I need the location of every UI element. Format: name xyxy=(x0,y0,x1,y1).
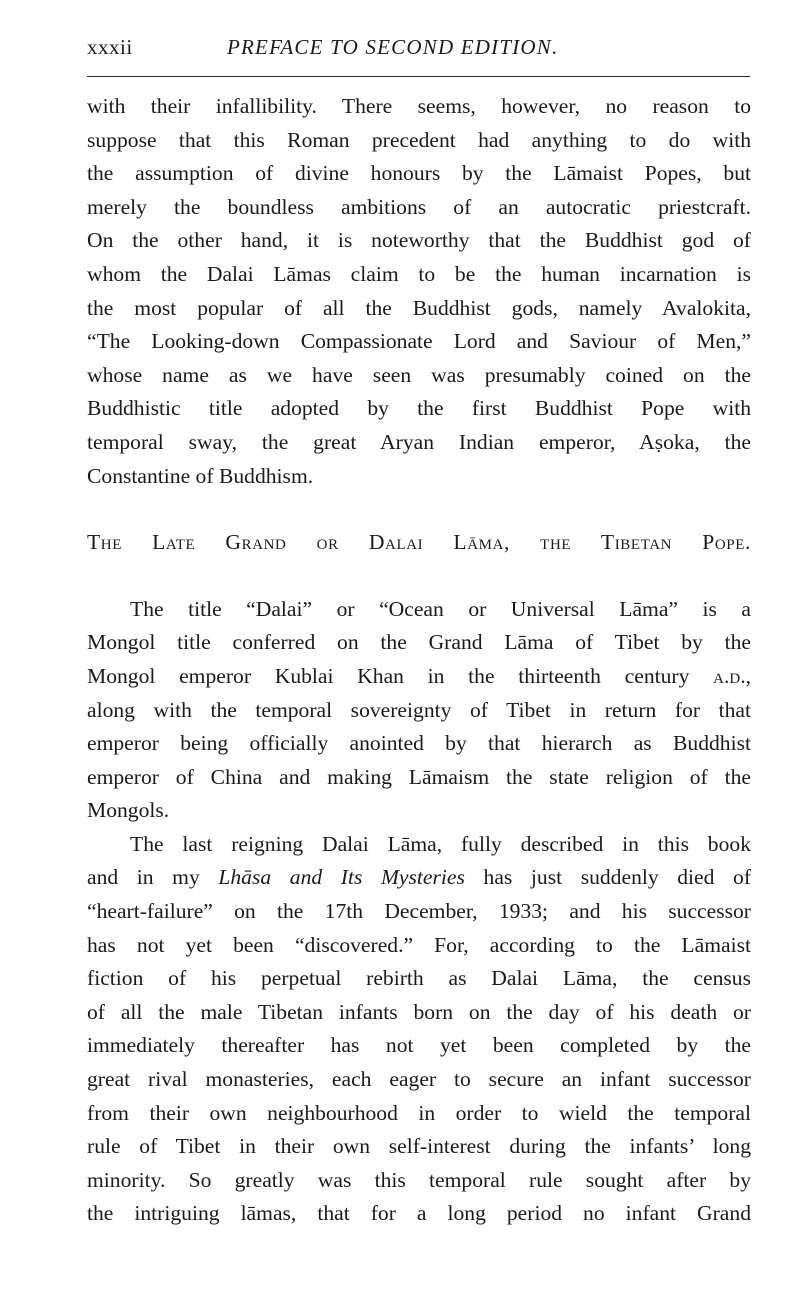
text-line: immediately thereafter has not yet been completed by the xyxy=(87,1033,751,1058)
text-line: fiction of his perpetual rebirth as Dalai Lāma, the census xyxy=(87,966,751,991)
book-title: Lhāsa and Its Mysteries xyxy=(218,865,465,890)
text-fragment: has just suddenly died of xyxy=(483,865,752,890)
text-line: temporal sway, the great Aryan Indian emperor, Aṣoka, the xyxy=(87,429,751,454)
text-line xyxy=(87,861,751,895)
text-fragment: and in my xyxy=(87,865,200,890)
text-line: The last reigning Dalai Lāma, fully described in this book xyxy=(130,831,751,856)
running-title: PREFACE TO SECOND EDITION. xyxy=(227,35,559,59)
era-abbreviation: a.d., xyxy=(713,663,751,688)
text-line: emperor being officially anointed by that hierarch as Buddhist xyxy=(87,731,751,756)
text-line: along with the temporal sovereignty of Tibet in return for that xyxy=(87,697,751,722)
text-line: Buddhistic title adopted by the first Buddhist Pope with xyxy=(87,396,751,421)
paragraph-3 xyxy=(87,828,751,1231)
text-line: Mongols. xyxy=(87,798,170,823)
text-line: of all the male Tibetan infants born on the day of his death or xyxy=(87,999,751,1024)
text-line: the intriguing lāmas, that for a long period no infant Grand xyxy=(87,1201,751,1226)
text-line: suppose that this Roman precedent had anything to do with xyxy=(87,127,751,152)
text-line: the assumption of divine honours by the Lāmaist Popes, but xyxy=(87,161,751,186)
text-line: “The Looking-down Compassionate Lord and Saviour of Men,” xyxy=(87,329,751,354)
text-line: from their own neighbourhood in order to wield the temporal xyxy=(87,1100,751,1125)
running-head xyxy=(87,34,751,60)
text-line: merely the boundless ambitions of an autocratic priestcraft. xyxy=(87,194,751,219)
text-line: Constantine of Buddhism. xyxy=(87,463,314,488)
text-line: rule of Tibet in their own self-interest during the infants’ long xyxy=(87,1134,751,1159)
text-line: Mongol title conferred on the Grand Lāma of Tibet by the xyxy=(87,630,751,655)
text-line: whose name as we have seen was presumably coined on the xyxy=(87,362,751,387)
text-line: great rival monasteries, each eager to secure an infant successor xyxy=(87,1067,751,1092)
text-line: “heart-failure” on the 17th December, 1933; and his successor xyxy=(87,899,751,924)
text-line: has not yet been “discovered.” For, according to the Lāmaist xyxy=(87,932,751,957)
page-number: xxxii xyxy=(87,35,133,59)
text-line: whom the Dalai Lāmas claim to be the human incarnation is xyxy=(87,261,751,286)
body-text xyxy=(87,90,751,1231)
text-line: with their infallibility. There seems, however, no reason to xyxy=(87,94,751,118)
book-page xyxy=(87,34,751,1231)
section-heading: The Late Grand or Dalai Lāma, the Tibetan Pope. xyxy=(87,530,751,555)
paragraph-2 xyxy=(87,593,751,828)
text-line xyxy=(87,660,751,694)
text-line: On the other hand, it is noteworthy that the Buddhist god of xyxy=(87,228,751,253)
text-line: emperor of China and making Lāmaism the state religion of the xyxy=(87,764,751,789)
text-line: The title “Dalai” or “Ocean or Universal Lāma” is a xyxy=(130,596,751,621)
header-rule xyxy=(87,76,750,77)
text-line: minority. So greatly was this temporal rule sought after by xyxy=(87,1167,751,1192)
text-line: the most popular of all the Buddhist gods, namely Avalokita, xyxy=(87,295,751,320)
paragraph-1 xyxy=(87,90,751,493)
text-fragment: Mongol emperor Kublai Khan in the thirteenth century xyxy=(87,663,690,688)
